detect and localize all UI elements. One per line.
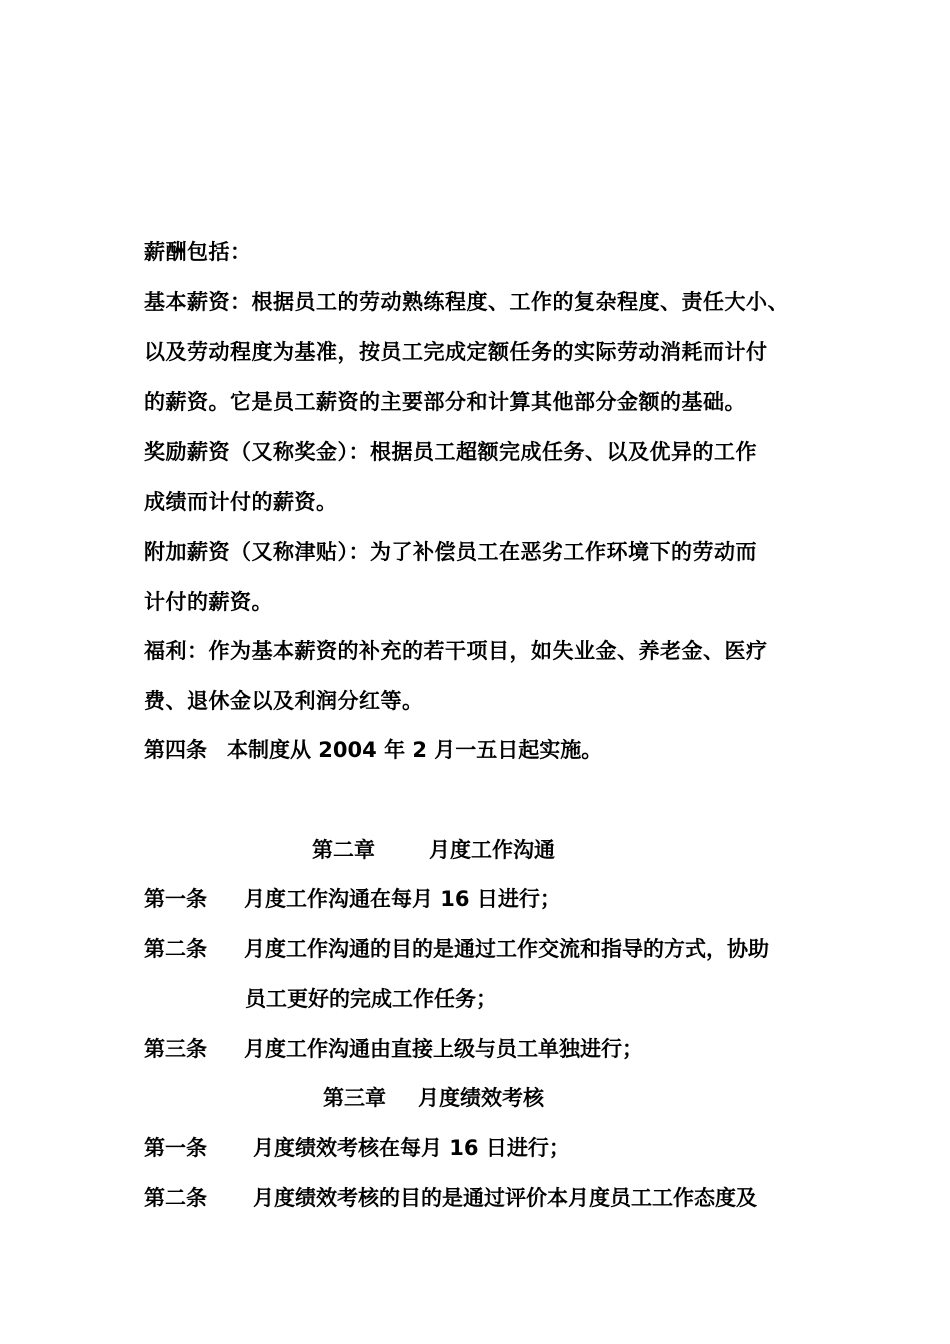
ch3-article-2 (144, 1185, 757, 1211)
article-4 (144, 737, 602, 763)
bonus-salary-line-1: 奖励薪资（又称奖金）：根据员工超额完成任务、以及优异的工作 (144, 440, 757, 464)
ch2-article-2 (144, 936, 769, 962)
basic-salary-line-3: 的薪资。它是员工薪资的主要部分和计算其他部分金额的基础。 (144, 390, 746, 414)
article-text: 月度工作沟通的目的是通过工作交流和指导的方式，协助 (244, 937, 769, 961)
welfare-line-2: 费、退休金以及利润分红等。 (144, 689, 424, 713)
chapter-title: 月度工作沟通 (429, 838, 555, 862)
chapter-number: 第二章 (312, 838, 375, 862)
chapter-2-heading (312, 837, 555, 863)
welfare-line-1: 福利：作为基本薪资的补充的若干项目，如失业金、养老金、医疗 (144, 639, 768, 663)
salary-intro: 薪酬包括： (144, 240, 252, 264)
allowance-line-2: 计付的薪资。 (144, 590, 273, 614)
basic-salary-line-1: 基本薪资：根据员工的劳动熟练程度、工作的复杂程度、责任大小、 (144, 290, 789, 314)
ch2-article-2-continuation: 员工更好的完成工作任务； (245, 987, 497, 1011)
bonus-salary-line-2: 成绩而计付的薪资。 (144, 490, 338, 514)
article-number: 第三条 (144, 1037, 207, 1061)
article-number: 第一条 (144, 1136, 207, 1160)
ch2-article-1 (144, 886, 561, 912)
chapter-3-heading (323, 1085, 544, 1111)
article-number: 第二条 (144, 937, 207, 961)
article-text: 月度工作沟通在每月 16 日进行； (244, 887, 561, 911)
allowance-line-1: 附加薪资（又称津贴）：为了补偿员工在恶劣工作环境下的劳动而 (144, 540, 757, 564)
chapter-number: 第三章 (323, 1086, 386, 1110)
article-text: 月度绩效考核在每月 16 日进行； (253, 1136, 570, 1160)
article-text: 本制度从 2004 年 2 月一五日起实施。 (227, 738, 603, 762)
ch2-article-3 (144, 1036, 643, 1062)
article-text: 月度工作沟通由直接上级与员工单独进行； (244, 1037, 643, 1061)
article-number: 第四条 (144, 738, 207, 762)
ch3-article-1 (144, 1135, 570, 1161)
article-text: 月度绩效考核的目的是通过评价本月度员工工作态度及 (253, 1186, 757, 1210)
article-number: 第一条 (144, 887, 207, 911)
article-number: 第二条 (144, 1186, 207, 1210)
basic-salary-line-2: 以及劳动程度为基准，按员工完成定额任务的实际劳动消耗而计付 (144, 340, 768, 364)
chapter-title: 月度绩效考核 (418, 1086, 544, 1110)
